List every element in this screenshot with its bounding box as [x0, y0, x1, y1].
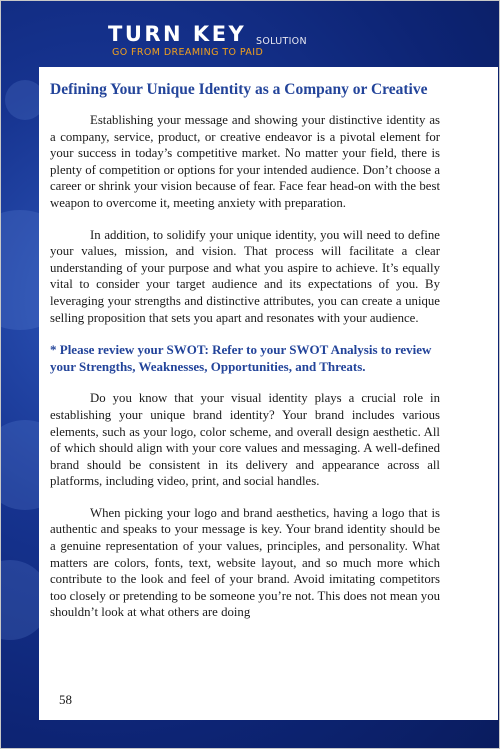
paragraph: In addition, to solidify your unique identity, you will need to define your values, mission, and vision. That process will facilitate a clear understanding of your purpose and what you aspire to achieve. It’s equally vital to consider your target audience and its expectations of you. By leveraging your strengths and distinctive attributes, you can create a unique selling proposition that sets you apart and resonates with your audience.	[50, 227, 440, 325]
paragraph: Establishing your message and showing your distinctive identity as a company, service, product, or creative endeavor is a pivotal element for your success in today’s competitive market. No matter your field, there is plenty of competition or options for your intended audience. Don’t choose a career or shrink your vision because of fear. Face fear head-on with the best weapon to overcome it, meeting anxiety with preparation.	[50, 113, 440, 210]
logo-wordmark: TURN KEY	[108, 22, 247, 46]
page-number: 58	[59, 692, 72, 707]
logo-subtitle: SOLUTION	[256, 36, 307, 47]
paragraph: Do you know that your visual identity plays a crucial role in establishing your unique brand identity? Your brand includes various elements, such as your logo, color scheme, and overall design aesthetic. All of which should align with your core values and messaging. A well-defined brand should be consistent in its delivery and appearance across all platforms, including video, print, and social handles.	[50, 391, 440, 489]
page-heading: Defining Your Unique Identity as a Company or Creative	[50, 81, 428, 98]
logo-tagline: GO FROM DREAMING TO PAID	[112, 47, 264, 58]
paragraph: When picking your logo and brand aesthetics, having a logo that is authentic and speaks to your message is key. Your brand identity should be a genuine representation of your values, principles, and personality. What matters are colors, fonts, text, website layout, and so much more which contribute to the look and feel of your brand. Avoid imitating competitors too closely or pretending to be someone you’re not. This does not mean you shouldn’t look at what others are doing	[50, 505, 440, 620]
swot-note: * Please review your SWOT: Refer to your SWOT Analysis to review your Strengths, Weaknesses, Opportunities, and Threats.	[50, 342, 432, 374]
